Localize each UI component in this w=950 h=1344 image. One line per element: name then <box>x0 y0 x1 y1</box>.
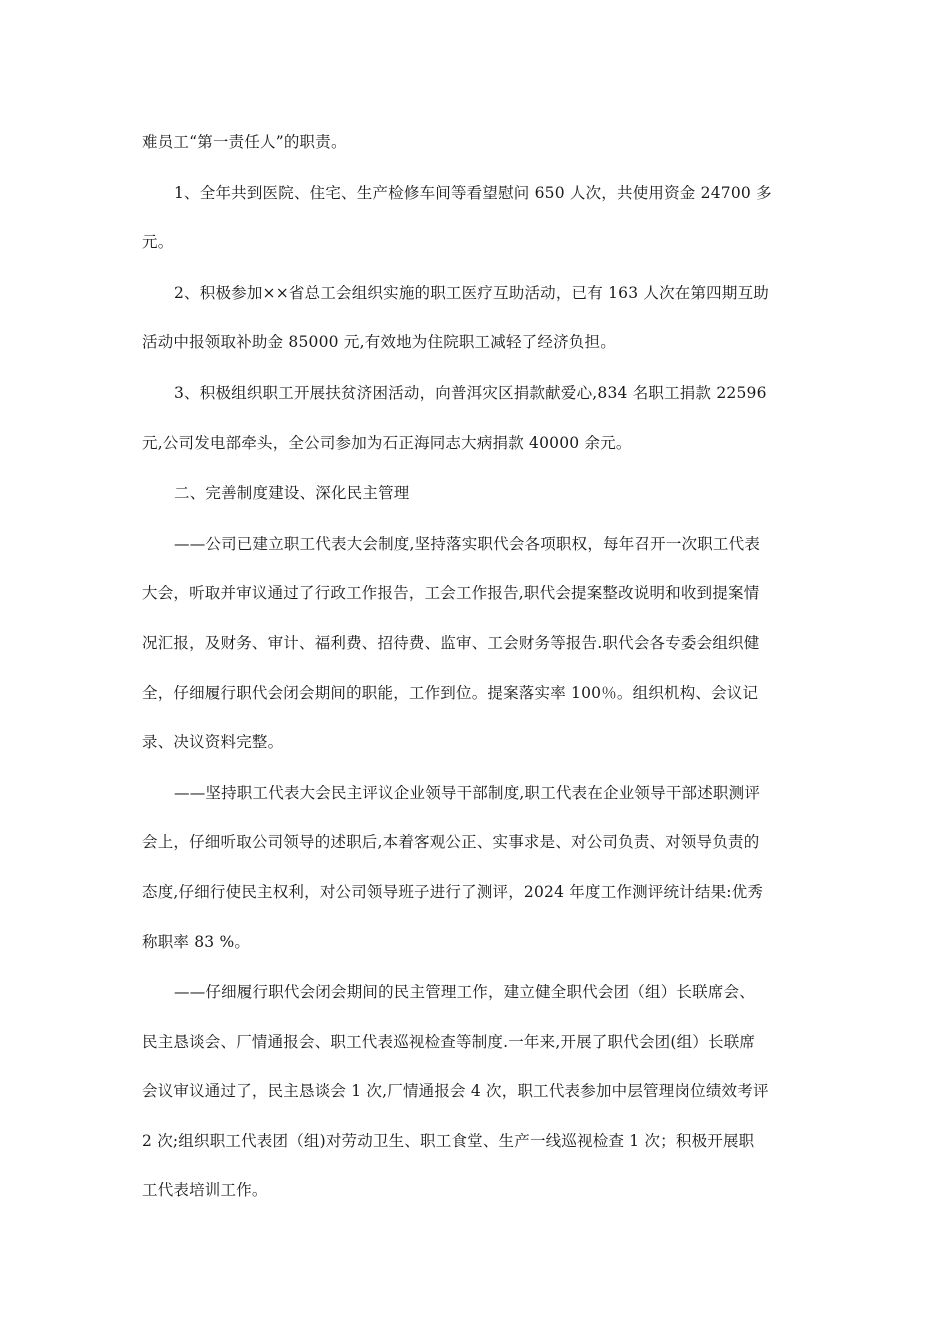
text-line: ——坚持职工代表大会民主评议企业领导干部制度,职工代表在企业领导干部述职测评 <box>174 783 761 802</box>
paragraph-1 <box>142 169 808 268</box>
paragraph-2 <box>142 269 808 368</box>
text-line: 3、积极组织职工开展扶贫济困活动，向普洱灾区捐款献爱心,834 名职工捐款 22596 <box>174 383 767 402</box>
text-line: 称职率 83 %。 <box>142 932 251 951</box>
paragraph-5 <box>142 520 808 768</box>
text-line: 况汇报，及财务、审计、福利费、招待费、监审、工会财务等报告.职代会各专委会组织健 <box>142 633 760 652</box>
text-line: 2 次;组织职工代表团（组)对劳动卫生、职工食堂、生产一线巡视检查 1 次；积极开展职 <box>142 1131 755 1150</box>
text-line: 会上，仔细听取公司领导的述职后,本着客观公正、实事求是、对公司负责、对领导负责的 <box>142 833 760 852</box>
text-line: 1、全年共到医院、住宅、生产检修车间等看望慰问 650 人次，共使用资金 24700 多 <box>174 183 772 202</box>
text-line: 录、决议资料完整。 <box>142 733 284 752</box>
text-line: 大会，听取并审议通过了行政工作报告，工会工作报告,职代会提案整改说明和收到提案情 <box>142 584 760 603</box>
text-line: 态度,仔细行使民主权利，对公司领导班子进行了测评，2024 年度工作测评统计结果:优秀 <box>142 882 764 901</box>
paragraph-6 <box>142 769 808 967</box>
text-line: 2、积极参加××省总工会组织实施的职工医疗互助活动，已有 163 人次在第四期互助 <box>174 283 769 302</box>
text-line: 难员工“第一责任人”的职责。 <box>142 133 347 151</box>
text-line: 元。 <box>142 233 174 252</box>
text-line: 民主恳谈会、厂情通报会、职工代表巡视检查等制度.一年来,开展了职代会团(组）长联席 <box>142 1032 756 1051</box>
text-line: 活动中报领取补助金 85000 元,有效地为住院职工减轻了经济负担。 <box>142 333 616 352</box>
section-heading <box>142 469 808 519</box>
paragraph-0 <box>142 118 808 168</box>
text-line: 二、完善制度建设、深化民主管理 <box>174 484 410 503</box>
text-line: 会议审议通过了，民主恳谈会 1 次,厂情通报会 4 次，职工代表参加中层管理岗位绩效考评 <box>142 1082 769 1101</box>
document-body <box>142 118 808 1217</box>
text-line: 元,公司发电部牵头，全公司参加为石正海同志大病捐款 40000 余元。 <box>142 433 632 452</box>
text-line: 工代表培训工作。 <box>142 1181 268 1200</box>
paragraph-7 <box>142 968 808 1216</box>
text-line: ——仔细履行职代会闭会期间的民主管理工作，建立健全职代会团（组）长联席会、 <box>174 983 755 1002</box>
text-line: ——公司已建立职工代表大会制度,坚持落实职代会各项职权，每年召开一次职工代表 <box>174 534 761 553</box>
text-line: 全，仔细履行职代会闭会期间的职能，工作到位。提案落实率 100％。组织机构、会议记 <box>142 683 759 702</box>
paragraph-3 <box>142 369 808 468</box>
